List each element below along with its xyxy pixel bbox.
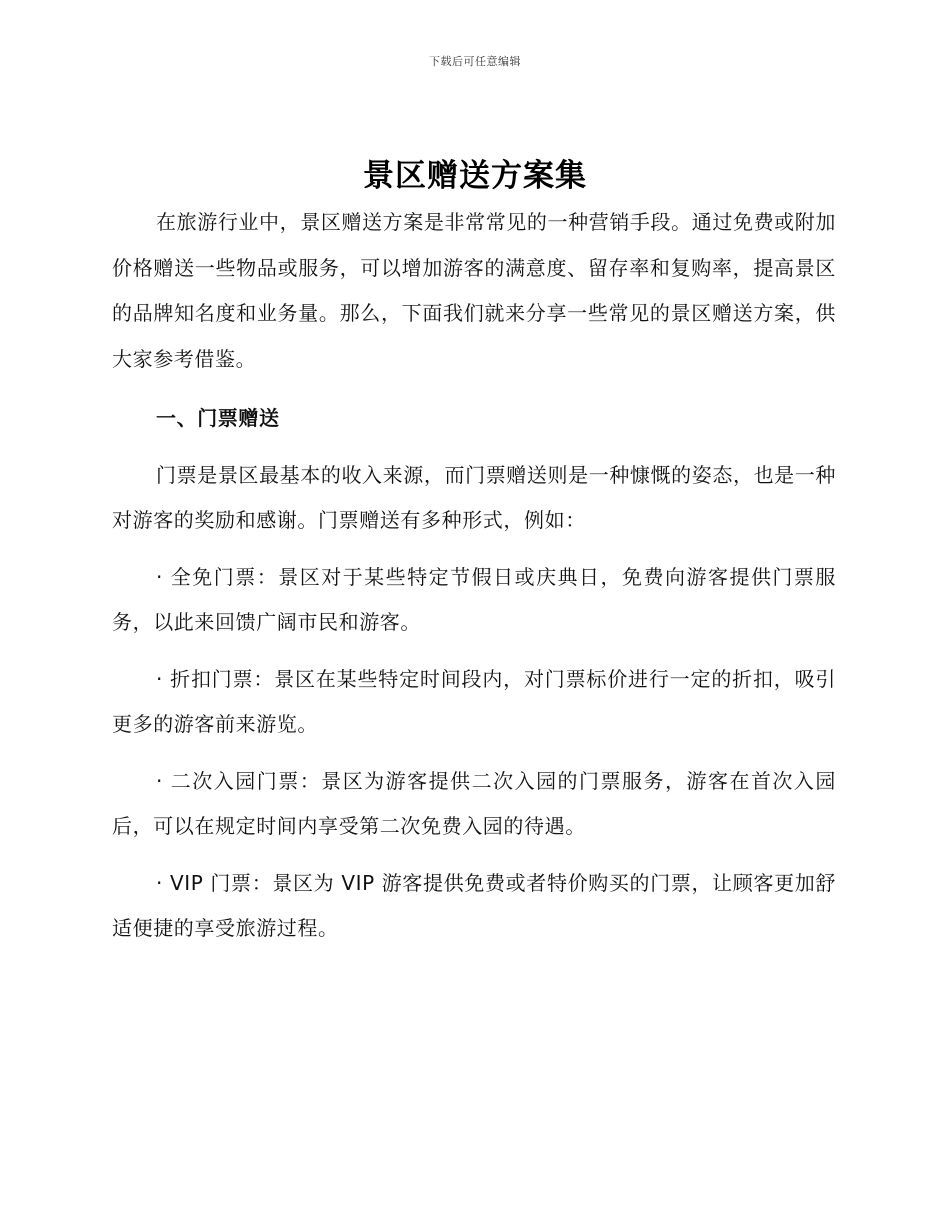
document-title: 景区赠送方案集 [363,158,587,194]
page-header: 下载后可任意编辑 [429,55,521,68]
intro-paragraph: 在旅游行业中，景区赠送方案是非常常见的一种营销手段。通过免费或附加价格赠送一些物品或服务，可以增加游客的满意度、留存率和复购率，提高景区的品牌知名度和业务量。那么，下面我们就来分享一些常见的景区赠送方案，供大家参考借鉴。 [112,210,836,371]
document-body [112,200,836,963]
list-item-discount-ticket: · 折扣门票：景区在某些特定时间段内，对门票标价进行一定的折扣，吸引更多的游客前来游览。 [112,667,836,736]
list-item-free-ticket: · 全免门票：景区对于某些特定节假日或庆典日，免费向游客提供门票服务，以此来回馈广阔市民和游客。 [112,565,836,634]
list-item-reentry-ticket: · 二次入园门票：景区为游客提供二次入园的门票服务，游客在首次入园后，可以在规定时间内享受第二次免费入园的待遇。 [112,769,836,838]
section-heading-ticket-gift: 一、门票赠送 [156,406,280,430]
list-item-vip-ticket: · VIP 门票：景区为 VIP 游客提供免费或者特价购买的门票，让顾客更加舒适便捷的享受旅游过程。 [112,871,836,940]
section-intro-paragraph: 门票是景区最基本的收入来源，而门票赠送则是一种慷慨的姿态，也是一种对游客的奖励和感谢。门票赠送有多种形式，例如： [112,463,836,532]
